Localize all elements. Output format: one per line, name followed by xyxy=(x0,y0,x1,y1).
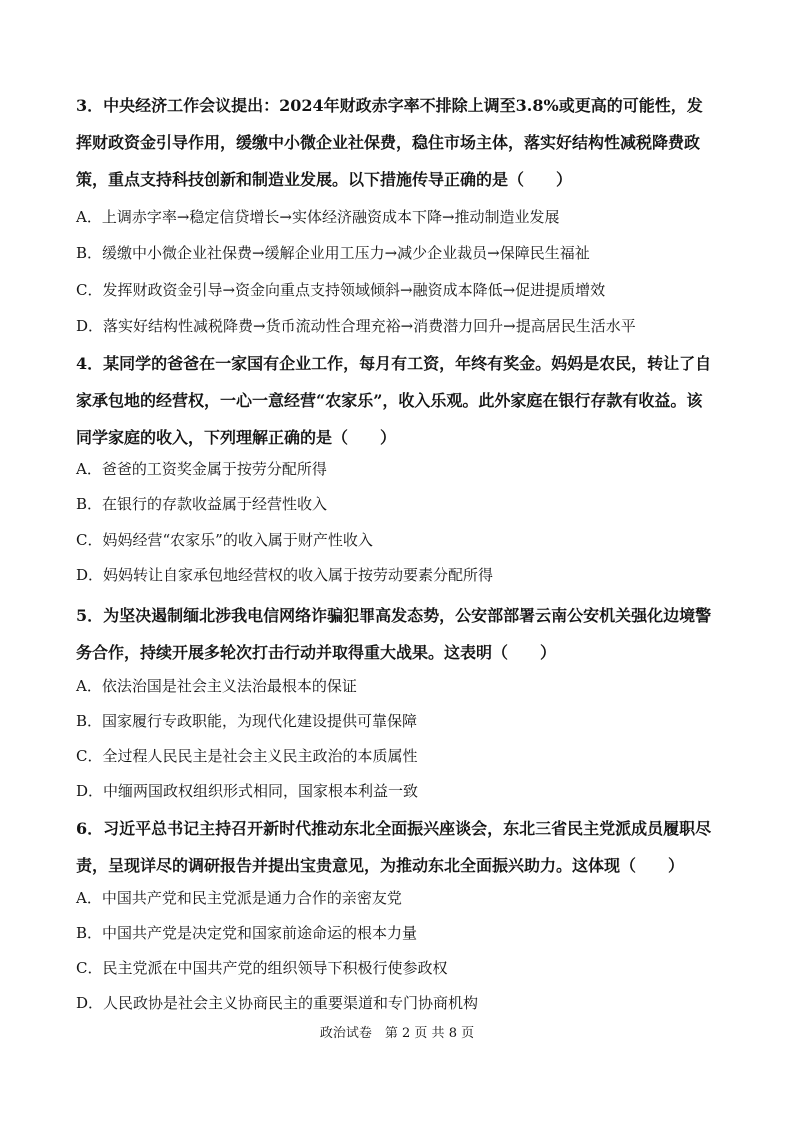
question-3-option-d: D．落实好结构性减税降费→货币流动性合理充裕→消费潜力回升→提高居民生活水平 xyxy=(76,317,636,335)
question-4-stem: 4．某同学的爸爸在一家国有企业工作，每月有工资，年终有奖金。妈妈是农民，转让了自家承包地的经营权，一心一意经营“农家乐”，收入乐观。此外家庭在银行存款有收益。该同学家庭的收入，下列理解正确的是（ ） xyxy=(76,354,712,447)
question-4-option-d: D．妈妈转让自家承包地经营权的收入属于按劳动要素分配所得 xyxy=(76,566,494,584)
question-5-stem: 5．为坚决遏制缅北涉我电信网络诈骗犯罪高发态势，公安部部署云南公安机关强化边境警务合作，持续开展多轮次打击行动并取得重大战果。这表明（ ） xyxy=(76,606,712,662)
question-3-option-a: A．上调赤字率→稳定信贷增长→实体经济融资成本下降→推动制造业发展 xyxy=(76,208,560,226)
question-4-option-b: B．在银行的存款收益属于经营性收入 xyxy=(76,495,328,513)
question-6-stem: 6．习近平总书记主持召开新时代推动东北全面振兴座谈会，东北三省民主党派成员履职尽责，呈现详尽的调研报告并提出宝贵意见，为推动东北全面振兴助力。这体现（ ） xyxy=(76,819,712,875)
question-3-stem: 3．中央经济工作会议提出：2024年财政赤字率不排除上调至3.8%或更高的可能性，发挥财政资金引导作用，缓缴中小微企业社保费，稳住市场主体，落实好结构性减税降费政策，重点支持科技创新和制造业发展。以下措施传导正确的是（ ） xyxy=(76,96,703,189)
question-6-option-c: C．民主党派在中国共产党的组织领导下积极行使参政权 xyxy=(76,959,448,977)
question-5-option-c: C．全过程人民民主是社会主义民主政治的本质属性 xyxy=(76,747,418,765)
question-6-option-b: B．中国共产党是决定党和国家前途命运的根本力量 xyxy=(76,924,418,942)
question-5-option-b: B．国家履行专政职能，为现代化建设提供可靠保障 xyxy=(76,712,418,730)
question-3-option-b: B．缓缴中小微企业社保费→缓解企业用工压力→减少企业裁员→保障民生福祉 xyxy=(76,244,590,262)
question-5-option-a: A．依法治国是社会主义法治最根本的保证 xyxy=(76,677,357,695)
question-6-option-d: D．人民政协是社会主义协商民主的重要渠道和专门协商机构 xyxy=(76,994,479,1012)
question-4-option-a: A．爸爸的工资奖金属于按劳分配所得 xyxy=(76,460,327,478)
page-footer: 政治试卷 第 2 页 共 8 页 xyxy=(319,1026,475,1041)
question-6-option-a: A．中国共产党和民主党派是通力合作的亲密友党 xyxy=(76,889,402,907)
question-4-option-c: C．妈妈经营“农家乐”的收入属于财产性收入 xyxy=(76,531,373,549)
question-3-option-c: C．发挥财政资金引导→资金向重点支持领域倾斜→融资成本降低→促进提质增效 xyxy=(76,281,606,299)
question-5-option-d: D．中缅两国政权组织形式相同，国家根本利益一致 xyxy=(76,782,419,800)
